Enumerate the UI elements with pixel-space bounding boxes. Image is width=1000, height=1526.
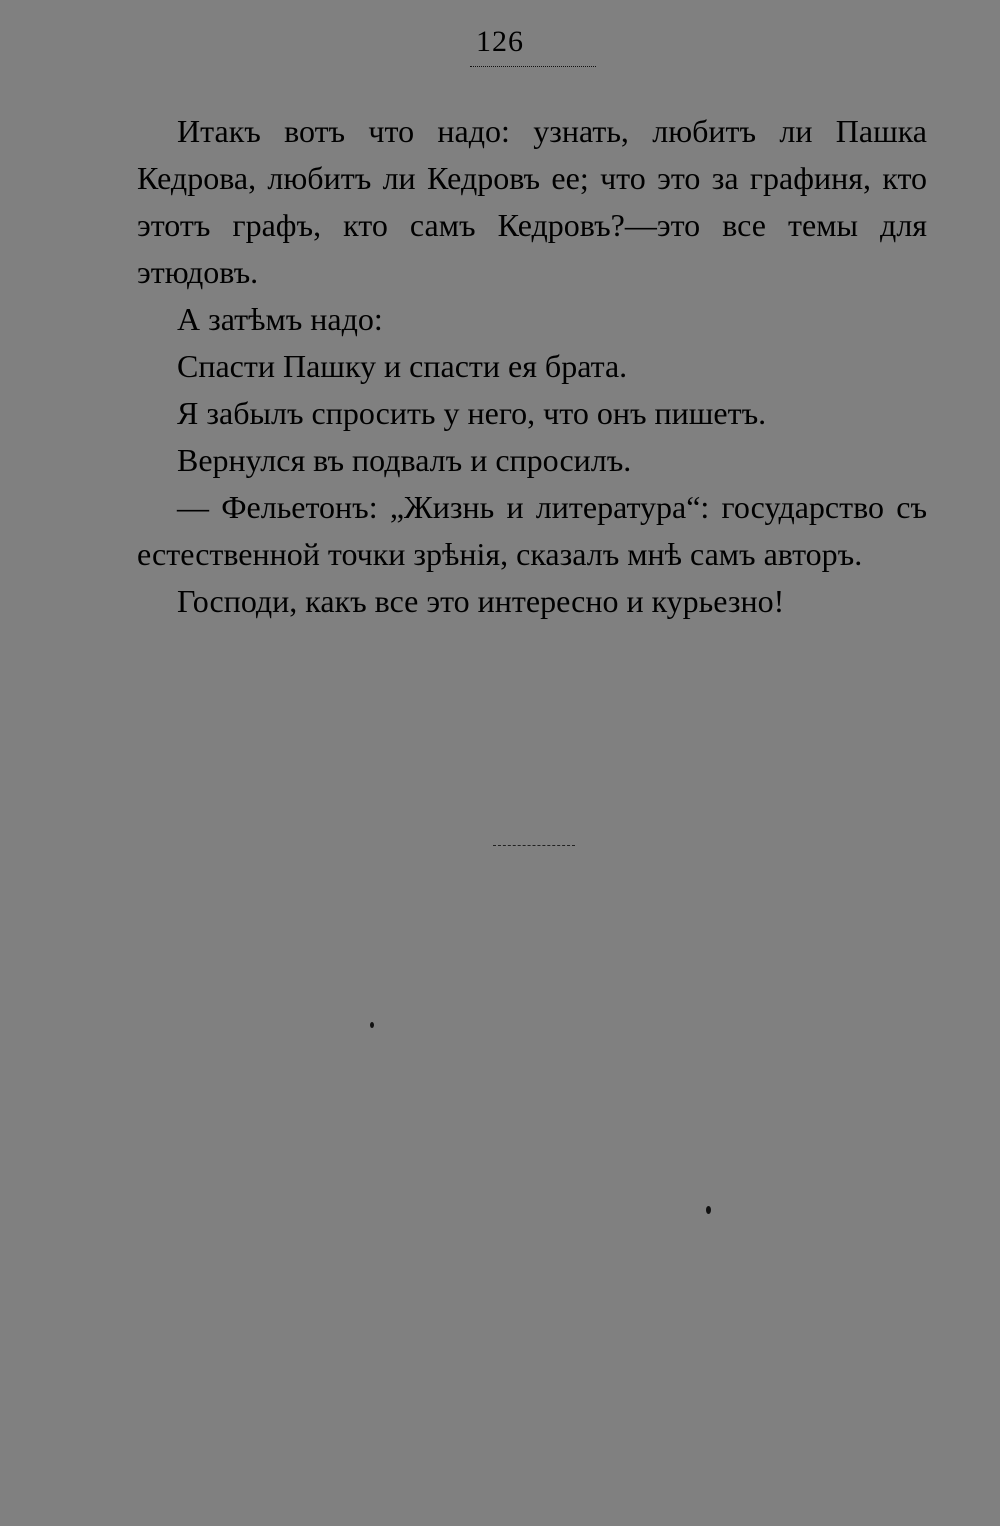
paragraph: А затѣмъ надо:	[177, 301, 383, 337]
paragraph: Итакъ вотъ что надо: узнать, любитъ ли Пашка Кедрова, любитъ ли Кедровъ ее; что это за графиня, кто этотъ графъ, кто самъ Кедровъ?—это все темы для этюдовъ.	[137, 113, 927, 290]
paragraph: — Фельетонъ: „Жизнь и литература“: государство съ естественной точки зрѣнія, сказалъ мнѣ самъ авторъ.	[137, 489, 927, 572]
page-number: 126	[476, 25, 524, 58]
paragraph: Я забылъ спросить у него, что онъ пишетъ.	[177, 395, 767, 431]
print-speck	[706, 1206, 711, 1214]
paragraph: Спасти Пашку и спасти ея брата.	[177, 348, 628, 384]
header-rule	[470, 66, 596, 67]
body-text	[137, 108, 927, 625]
paragraph: Вернулся въ подвалъ и спросилъ.	[177, 442, 632, 478]
paragraph: Господи, какъ все это интересно и курьезно!	[177, 583, 785, 619]
print-speck	[370, 1022, 374, 1028]
section-separator	[493, 845, 575, 846]
